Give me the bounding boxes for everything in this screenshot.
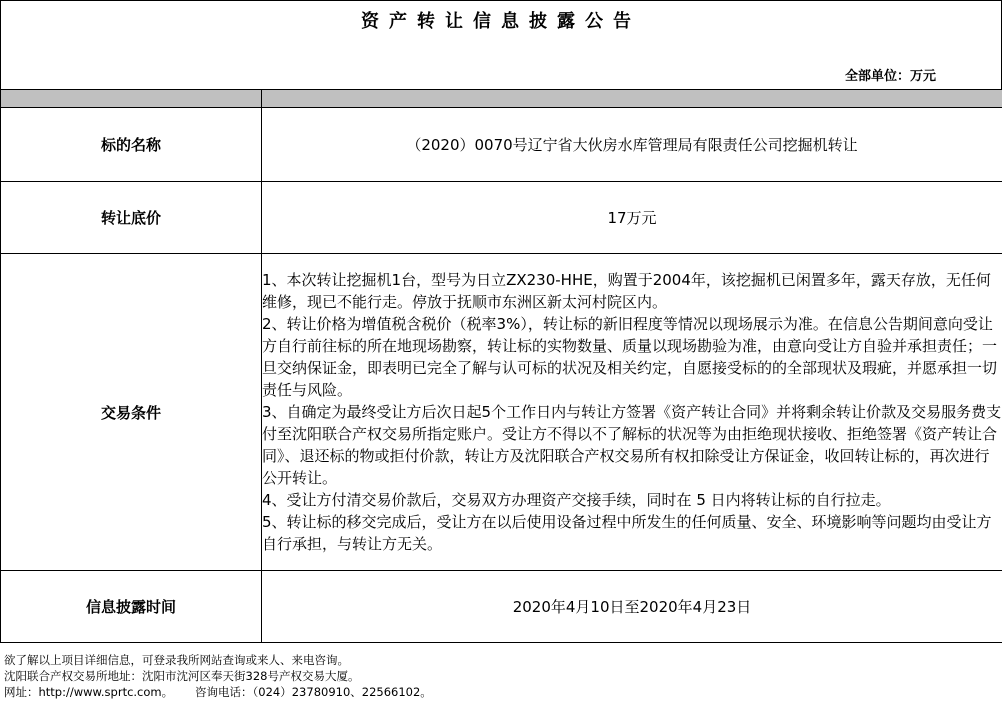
term-item-4: 4、受让方付清交易价款后，交易双方办理资产交接手续，同时在 5 日内将转让标的自行拉走。	[262, 491, 891, 509]
period-label: 信息披露时间	[1, 571, 262, 643]
subject-label: 标的名称	[1, 108, 262, 182]
header-cell-left	[1, 90, 262, 108]
period-value: 2020年4月10日至2020年4月23日	[262, 571, 1002, 643]
frame-top-border	[0, 0, 1001, 1]
term-item-2: 2、转让价格为增值税含税价（税率3%），转让标的新旧程度等情况以现场展示为准。在信息公告期间意向受让方自行前往标的所在地现场勘察，转让标的实物数量、质量以现场勘验为准，由意向受让方自验并承担责任；一旦交纳保证金，即表明已完全了解与认可标的状况及相关约定，自愿接受标的的全部现状及瑕疵，并愿承担一切责任与风险。	[262, 315, 998, 399]
footer-line-contact: 网址：http://www.sprtc.com。 咨询电话：（024）23780910、22566102。	[4, 685, 432, 699]
page-title: 资产转让信息披露公告	[361, 11, 641, 32]
term-item-3: 3、自确定为最终受让方后次日起5个工作日内与转让方签署《资产转让合同》并将剩余转让价款及交易服务费支付至沈阳联合产权交易所指定账户。受让方不得以不了解标的状况等为由拒绝现状接收、拒绝签署《资产转让合同》、退还标的物或拒付价款，转让方及沈阳联合产权交易所有权扣除受让方保证金，收回转让标的，再次进行公开转让。	[262, 403, 1002, 487]
table-row-price	[1, 182, 1002, 254]
price-value: 17万元	[262, 182, 1002, 254]
price-label: 转让底价	[1, 182, 262, 254]
terms-label: 交易条件	[1, 254, 262, 571]
table-row-period	[1, 571, 1002, 643]
terms-content	[262, 254, 1002, 571]
announcement-table	[0, 89, 1002, 643]
term-item-1: 1、本次转让挖掘机1台，型号为日立ZX230-HHE，购置于2004年，该挖掘机已闲置多年，露天存放，无任何维修，现已不能行走。停放于抚顺市东洲区新太河村院区内。	[262, 271, 991, 311]
footer-notes	[4, 652, 432, 700]
subject-value: （2020）0070号辽宁省大伙房水库管理局有限责任公司挖掘机转让	[262, 108, 1002, 182]
unit-note: 全部单位：万元	[844, 69, 936, 84]
footer-line-address: 沈阳联合产权交易所地址：沈阳市沈河区奉天街328号产权交易大厦。	[4, 669, 360, 683]
footer-line-info: 欲了解以上项目详细信息，可登录我所网站查询或来人、来电咨询。	[4, 653, 349, 667]
table-row-subject	[1, 108, 1002, 182]
table-header-bar	[1, 90, 1002, 108]
table-row-terms	[1, 254, 1002, 571]
header-cell-right	[262, 90, 1002, 108]
term-item-5: 5、转让标的移交完成后，受让方在以后使用设备过程中所发生的任何质量、安全、环境影响等问题均由受让方自行承担，与转让方无关。	[262, 513, 992, 553]
